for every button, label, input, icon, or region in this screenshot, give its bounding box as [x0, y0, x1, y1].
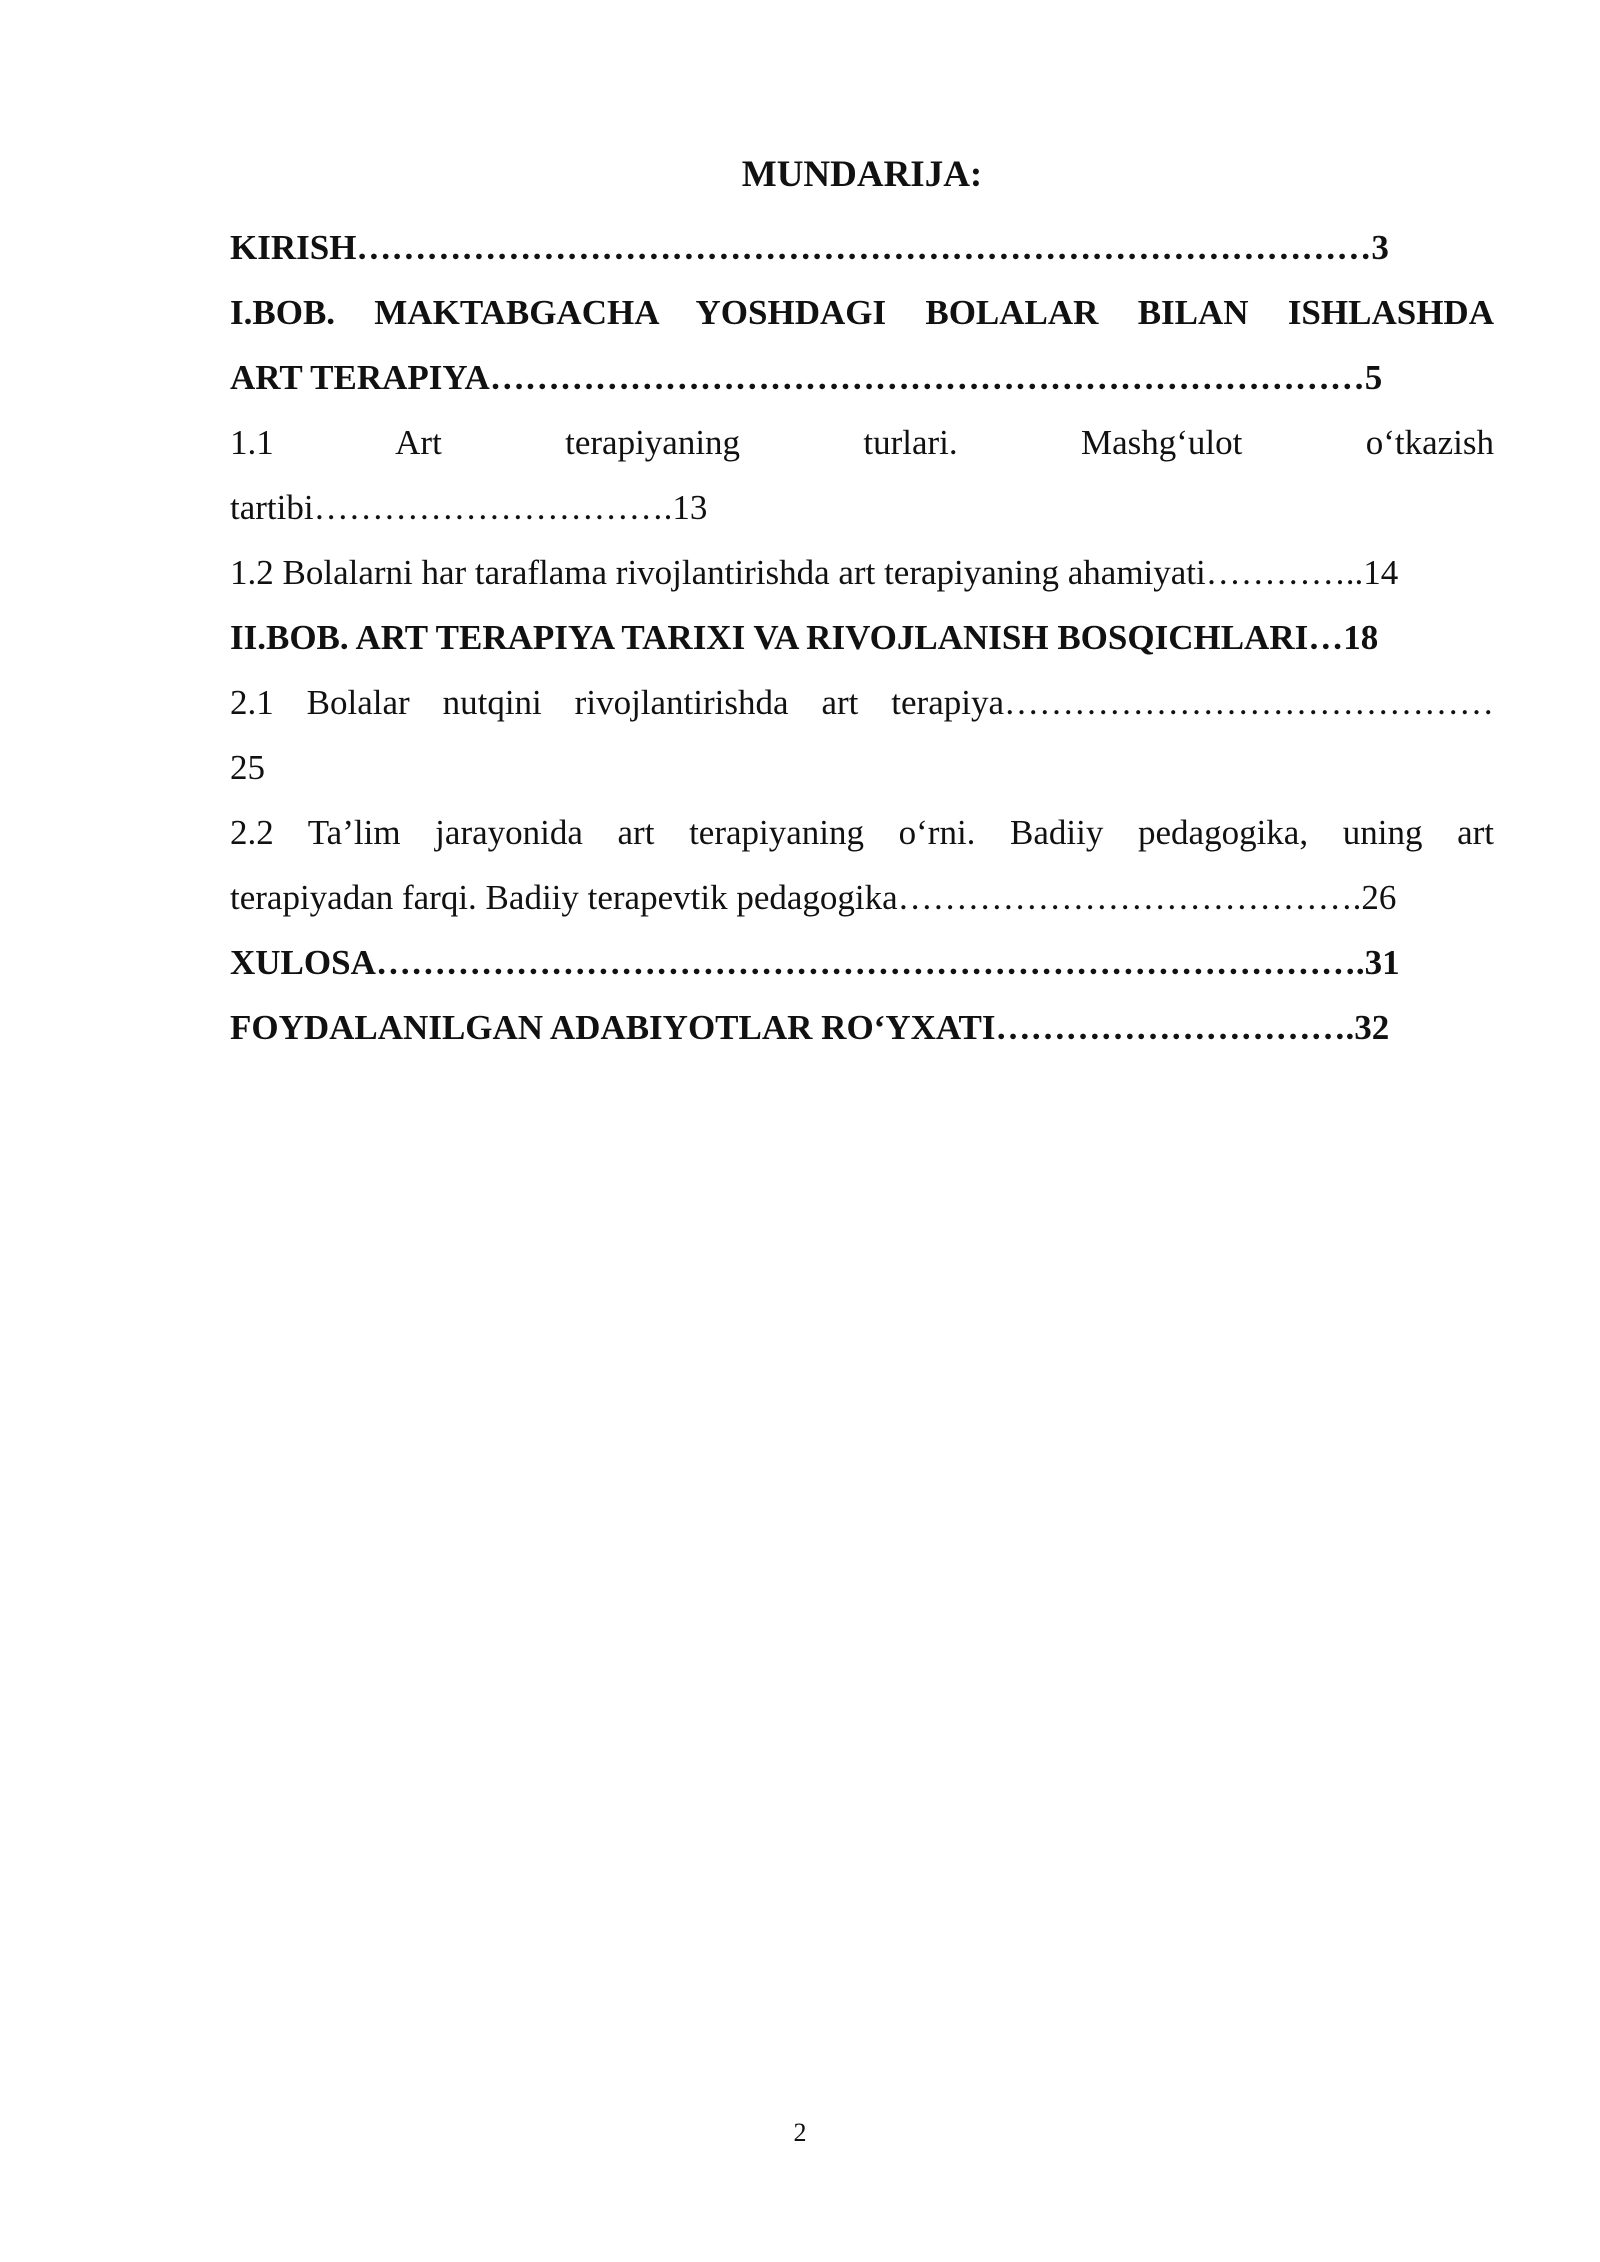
toc-entry-line: terapiyadan farqi. Badiiy terapevtik pedagogika………………………………….26: [230, 878, 1397, 917]
toc-entry-conclusion: [230, 930, 1494, 995]
toc-entry-line: 1.1 Art terapiyaning turlari. Mashg‘ulot o‘tkazish: [230, 423, 1494, 462]
toc-entry-kirish: [230, 215, 1494, 280]
toc-entry-line: 1.2 Bolalarni har taraflama rivojlantirishda art terapiyaning ahamiyati…………..14: [230, 553, 1399, 592]
toc-entry-line: tartibi………………………….13: [230, 488, 708, 527]
toc-entry-line: I.BOB. MAKTABGACHA YOSHDAGI BOLALAR BILAN ISHLASHDA: [230, 293, 1494, 332]
toc-entry-line: 2.1 Bolalar nutqini rivojlantirishda art terapiya……………………………………: [230, 683, 1494, 722]
toc-entry-chapter-1: [230, 280, 1494, 410]
table-of-contents: [230, 150, 1494, 1060]
toc-entry-line: II.BOB. ART TERAPIYA TARIXI VA RIVOJLANISH BOSQICHLARI…18: [230, 618, 1379, 657]
toc-entry-section-1-2: [230, 540, 1494, 605]
toc-entry-line: XULOSA………………………………………………………………………….31: [230, 943, 1400, 982]
toc-entry-section-2-2: [230, 800, 1494, 930]
toc-entry-line: ART TERAPIYA…………………………………………………………………5: [230, 358, 1383, 397]
page-number: 2: [793, 2118, 807, 2147]
toc-entry-references: [230, 995, 1494, 1060]
toc-entry-section-2-1: [230, 670, 1494, 800]
toc-entry-line: 25: [230, 748, 265, 787]
toc-entry-line: 2.2 Ta’lim jarayonida art terapiyaning o‘rni. Badiiy pedagogika, uning art: [230, 813, 1494, 852]
toc-entry-chapter-2: [230, 605, 1494, 670]
toc-entry-section-1-1: [230, 410, 1494, 540]
toc-entry-line: KIRISH……………………………………………………………………………3: [230, 228, 1389, 267]
toc-title: MUNDARIJA:: [741, 154, 983, 195]
toc-entry-line: FOYDALANILGAN ADABIYOTLAR RO‘YXATI………………………….32: [230, 1008, 1390, 1047]
